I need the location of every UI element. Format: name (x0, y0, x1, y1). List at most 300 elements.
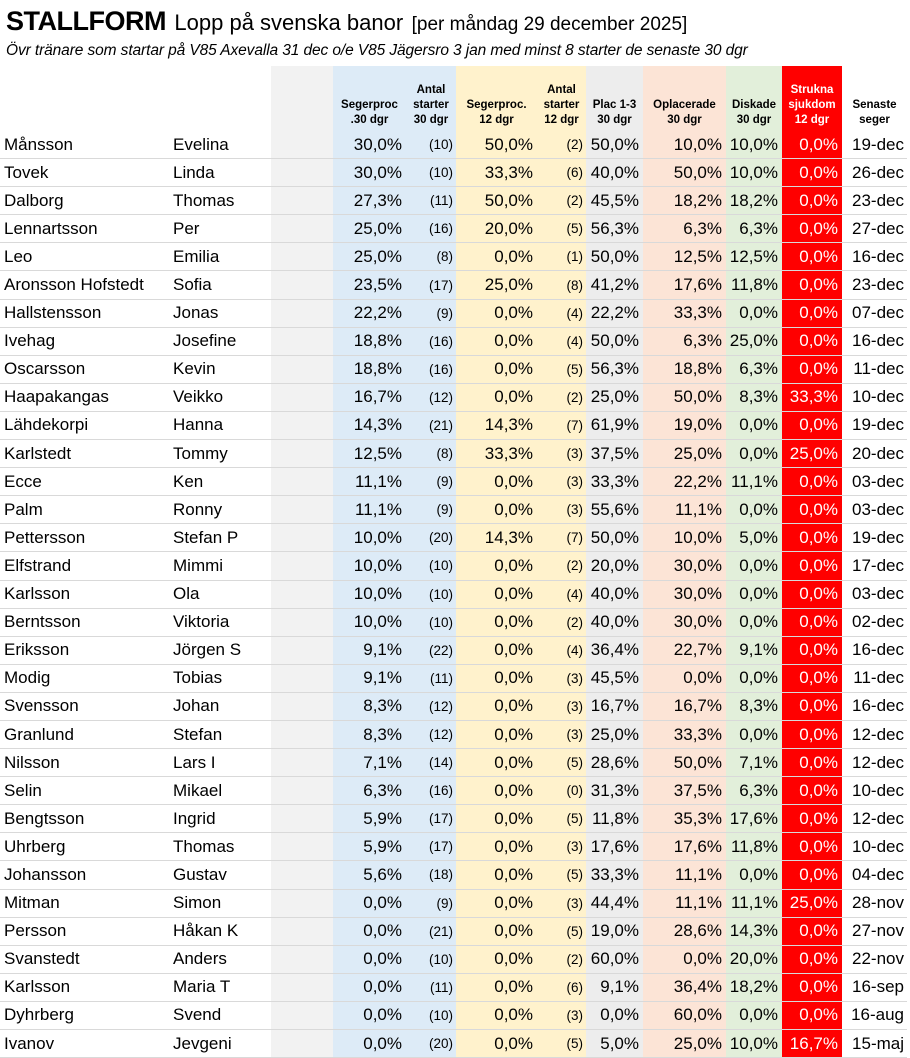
table-row (0, 271, 907, 299)
cell-win12: 0,0% (456, 468, 537, 496)
cell-disk: 8,3% (726, 692, 782, 720)
cell-disk: 18,2% (726, 187, 782, 215)
cell-starts12: (3) (537, 1001, 586, 1029)
cell-gap (271, 1001, 333, 1029)
cell-senaste: 23-dec (842, 187, 907, 215)
cell-senaste: 19-dec (842, 131, 907, 159)
cell-last: Hallstensson (0, 299, 169, 327)
cell-first: Josefine (169, 327, 271, 355)
cell-gap (271, 664, 333, 692)
cell-strukna: 25,0% (782, 889, 842, 917)
header-win30: Segerproc .30 dgr (333, 66, 406, 131)
cell-win30: 11,1% (333, 468, 406, 496)
table-row (0, 833, 907, 861)
cell-last: Bengtsson (0, 805, 169, 833)
cell-starts12: (5) (537, 355, 586, 383)
cell-disk: 11,8% (726, 271, 782, 299)
cell-starts12: (3) (537, 664, 586, 692)
table-row (0, 861, 907, 889)
cell-senaste: 12-dec (842, 805, 907, 833)
cell-starts12: (2) (537, 945, 586, 973)
subtitle: Övr tränare som startar på V85 Axevalla 31 dec o/e V85 Jägersro 3 jan med minst 8 starter de senaste 30 dgr (6, 42, 748, 59)
cell-senaste: 17-dec (842, 552, 907, 580)
cell-senaste: 03-dec (842, 468, 907, 496)
cell-gap (271, 327, 333, 355)
cell-win30: 10,0% (333, 580, 406, 608)
cell-strukna: 0,0% (782, 131, 842, 159)
cell-starts30: (10) (406, 580, 456, 608)
cell-win12: 0,0% (456, 355, 537, 383)
cell-oplac: 0,0% (643, 945, 726, 973)
cell-plac: 9,1% (586, 973, 643, 1001)
cell-plac: 40,0% (586, 608, 643, 636)
header-disk: Diskade 30 dgr (726, 66, 782, 131)
cell-win12: 0,0% (456, 608, 537, 636)
cell-plac: 40,0% (586, 580, 643, 608)
cell-last: Karlsson (0, 580, 169, 608)
cell-gap (271, 945, 333, 973)
table-row (0, 299, 907, 327)
cell-starts12: (5) (537, 917, 586, 945)
table-row (0, 1030, 907, 1058)
cell-starts12: (4) (537, 636, 586, 664)
cell-disk: 6,3% (726, 355, 782, 383)
cell-win30: 5,9% (333, 833, 406, 861)
cell-strukna: 0,0% (782, 496, 842, 524)
cell-win30: 0,0% (333, 1001, 406, 1029)
cell-oplac: 22,7% (643, 636, 726, 664)
cell-starts30: (10) (406, 552, 456, 580)
cell-gap (271, 383, 333, 411)
cell-gap (271, 355, 333, 383)
cell-starts30: (16) (406, 777, 456, 805)
cell-senaste: 16-dec (842, 327, 907, 355)
cell-starts12: (5) (537, 861, 586, 889)
cell-first: Evelina (169, 131, 271, 159)
cell-win12: 33,3% (456, 159, 537, 187)
cell-disk: 25,0% (726, 327, 782, 355)
cell-win12: 0,0% (456, 805, 537, 833)
cell-starts30: (17) (406, 271, 456, 299)
cell-starts30: (10) (406, 1001, 456, 1029)
cell-last: Karlsson (0, 973, 169, 1001)
cell-disk: 8,3% (726, 383, 782, 411)
cell-win12: 20,0% (456, 215, 537, 243)
cell-oplac: 50,0% (643, 749, 726, 777)
cell-senaste: 23-dec (842, 271, 907, 299)
table-row (0, 720, 907, 748)
cell-win12: 0,0% (456, 299, 537, 327)
cell-starts30: (21) (406, 917, 456, 945)
cell-first: Stefan P (169, 524, 271, 552)
cell-win30: 0,0% (333, 945, 406, 973)
cell-last: Granlund (0, 720, 169, 748)
cell-plac: 22,2% (586, 299, 643, 327)
cell-starts30: (8) (406, 440, 456, 468)
cell-senaste: 27-dec (842, 215, 907, 243)
cell-first: Jevgeni (169, 1030, 271, 1058)
cell-win12: 0,0% (456, 720, 537, 748)
cell-strukna: 0,0% (782, 271, 842, 299)
cell-oplac: 60,0% (643, 1001, 726, 1029)
table-row (0, 187, 907, 215)
cell-plac: 50,0% (586, 327, 643, 355)
cell-win30: 10,0% (333, 552, 406, 580)
cell-plac: 25,0% (586, 383, 643, 411)
cell-win30: 25,0% (333, 243, 406, 271)
cell-win12: 0,0% (456, 580, 537, 608)
cell-starts12: (2) (537, 383, 586, 411)
cell-disk: 11,1% (726, 468, 782, 496)
cell-win30: 9,1% (333, 664, 406, 692)
header-plac: Plac 1-3 30 dgr (586, 66, 643, 131)
cell-oplac: 22,2% (643, 468, 726, 496)
cell-oplac: 6,3% (643, 215, 726, 243)
cell-last: Uhrberg (0, 833, 169, 861)
cell-starts12: (5) (537, 805, 586, 833)
cell-starts12: (8) (537, 271, 586, 299)
table-row (0, 917, 907, 945)
cell-senaste: 03-dec (842, 496, 907, 524)
cell-strukna: 0,0% (782, 805, 842, 833)
cell-first: Johan (169, 692, 271, 720)
cell-last: Eriksson (0, 636, 169, 664)
table-row (0, 131, 907, 159)
cell-oplac: 18,8% (643, 355, 726, 383)
trainer-stats-table (0, 66, 907, 1058)
cell-oplac: 30,0% (643, 580, 726, 608)
cell-starts30: (11) (406, 187, 456, 215)
cell-last: Lennartsson (0, 215, 169, 243)
cell-gap (271, 299, 333, 327)
cell-win30: 0,0% (333, 917, 406, 945)
cell-oplac: 36,4% (643, 973, 726, 1001)
table-row (0, 692, 907, 720)
cell-oplac: 17,6% (643, 271, 726, 299)
cell-senaste: 03-dec (842, 580, 907, 608)
cell-first: Mikael (169, 777, 271, 805)
cell-senaste: 10-dec (842, 777, 907, 805)
cell-plac: 61,9% (586, 411, 643, 439)
cell-strukna: 0,0% (782, 552, 842, 580)
cell-strukna: 0,0% (782, 917, 842, 945)
cell-strukna: 0,0% (782, 411, 842, 439)
cell-senaste: 22-nov (842, 945, 907, 973)
cell-first: Linda (169, 159, 271, 187)
cell-starts30: (17) (406, 805, 456, 833)
cell-plac: 50,0% (586, 243, 643, 271)
cell-win30: 25,0% (333, 215, 406, 243)
cell-senaste: 11-dec (842, 664, 907, 692)
cell-plac: 56,3% (586, 215, 643, 243)
cell-starts30: (10) (406, 608, 456, 636)
cell-gap (271, 187, 333, 215)
cell-last: Persson (0, 917, 169, 945)
cell-starts30: (9) (406, 468, 456, 496)
cell-win12: 0,0% (456, 861, 537, 889)
cell-starts30: (11) (406, 973, 456, 1001)
cell-gap (271, 889, 333, 917)
cell-win30: 10,0% (333, 608, 406, 636)
table-row (0, 805, 907, 833)
cell-senaste: 11-dec (842, 355, 907, 383)
table-row (0, 777, 907, 805)
cell-win12: 0,0% (456, 243, 537, 271)
cell-plac: 33,3% (586, 468, 643, 496)
cell-win12: 0,0% (456, 917, 537, 945)
cell-oplac: 37,5% (643, 777, 726, 805)
cell-strukna: 0,0% (782, 355, 842, 383)
cell-win30: 22,2% (333, 299, 406, 327)
header-last (0, 66, 169, 131)
table-row (0, 383, 907, 411)
table-row (0, 580, 907, 608)
cell-win30: 16,7% (333, 383, 406, 411)
cell-win12: 50,0% (456, 187, 537, 215)
cell-first: Stefan (169, 720, 271, 748)
cell-strukna: 0,0% (782, 636, 842, 664)
cell-starts12: (5) (537, 215, 586, 243)
cell-starts12: (0) (537, 777, 586, 805)
cell-senaste: 16-aug (842, 1001, 907, 1029)
cell-starts30: (10) (406, 131, 456, 159)
cell-gap (271, 215, 333, 243)
cell-gap (271, 608, 333, 636)
cell-win12: 25,0% (456, 271, 537, 299)
cell-senaste: 12-dec (842, 720, 907, 748)
cell-senaste: 16-dec (842, 692, 907, 720)
cell-disk: 11,1% (726, 889, 782, 917)
cell-last: Svanstedt (0, 945, 169, 973)
cell-disk: 10,0% (726, 159, 782, 187)
cell-last: Haapakangas (0, 383, 169, 411)
cell-first: Viktoria (169, 608, 271, 636)
cell-first: Tobias (169, 664, 271, 692)
cell-starts12: (4) (537, 299, 586, 327)
cell-last: Lähdekorpi (0, 411, 169, 439)
cell-last: Berntsson (0, 608, 169, 636)
cell-strukna: 0,0% (782, 664, 842, 692)
cell-disk: 9,1% (726, 636, 782, 664)
table-row (0, 159, 907, 187)
cell-strukna: 33,3% (782, 383, 842, 411)
cell-oplac: 33,3% (643, 299, 726, 327)
cell-senaste: 02-dec (842, 608, 907, 636)
cell-oplac: 10,0% (643, 131, 726, 159)
cell-starts30: (12) (406, 383, 456, 411)
cell-disk: 14,3% (726, 917, 782, 945)
cell-starts30: (8) (406, 243, 456, 271)
cell-oplac: 35,3% (643, 805, 726, 833)
cell-first: Maria T (169, 973, 271, 1001)
cell-win30: 5,6% (333, 861, 406, 889)
cell-win30: 12,5% (333, 440, 406, 468)
cell-win30: 6,3% (333, 777, 406, 805)
cell-first: Thomas (169, 187, 271, 215)
cell-strukna: 0,0% (782, 749, 842, 777)
cell-win12: 50,0% (456, 131, 537, 159)
cell-starts12: (2) (537, 187, 586, 215)
cell-first: Mimmi (169, 552, 271, 580)
cell-plac: 50,0% (586, 131, 643, 159)
cell-starts12: (6) (537, 159, 586, 187)
cell-senaste: 19-dec (842, 411, 907, 439)
cell-strukna: 0,0% (782, 299, 842, 327)
cell-first: Kevin (169, 355, 271, 383)
cell-starts30: (16) (406, 355, 456, 383)
cell-gap (271, 917, 333, 945)
header-row (0, 66, 907, 131)
cell-win12: 0,0% (456, 552, 537, 580)
report-title (6, 6, 687, 38)
cell-plac: 0,0% (586, 1001, 643, 1029)
table-row (0, 889, 907, 917)
cell-starts30: (10) (406, 159, 456, 187)
table-row (0, 608, 907, 636)
cell-oplac: 50,0% (643, 159, 726, 187)
cell-oplac: 28,6% (643, 917, 726, 945)
cell-first: Simon (169, 889, 271, 917)
cell-starts12: (7) (537, 411, 586, 439)
cell-win12: 0,0% (456, 1001, 537, 1029)
cell-gap (271, 243, 333, 271)
table-row (0, 468, 907, 496)
cell-gap (271, 861, 333, 889)
cell-plac: 40,0% (586, 159, 643, 187)
cell-first: Per (169, 215, 271, 243)
cell-oplac: 12,5% (643, 243, 726, 271)
cell-strukna: 0,0% (782, 243, 842, 271)
cell-starts30: (12) (406, 720, 456, 748)
cell-starts30: (16) (406, 215, 456, 243)
cell-disk: 18,2% (726, 973, 782, 1001)
cell-first: Ingrid (169, 805, 271, 833)
cell-win12: 33,3% (456, 440, 537, 468)
table-row (0, 215, 907, 243)
cell-plac: 36,4% (586, 636, 643, 664)
cell-disk: 7,1% (726, 749, 782, 777)
cell-win30: 7,1% (333, 749, 406, 777)
cell-win12: 14,3% (456, 524, 537, 552)
cell-oplac: 50,0% (643, 383, 726, 411)
cell-starts30: (20) (406, 1030, 456, 1058)
cell-plac: 5,0% (586, 1030, 643, 1058)
cell-last: Ivehag (0, 327, 169, 355)
cell-win12: 0,0% (456, 496, 537, 524)
cell-oplac: 11,1% (643, 861, 726, 889)
cell-starts12: (3) (537, 720, 586, 748)
cell-first: Hanna (169, 411, 271, 439)
cell-gap (271, 580, 333, 608)
cell-oplac: 0,0% (643, 664, 726, 692)
header-strukna: Strukna sjukdom 12 dgr (782, 66, 842, 131)
cell-last: Dalborg (0, 187, 169, 215)
cell-senaste: 10-dec (842, 833, 907, 861)
cell-senaste: 20-dec (842, 440, 907, 468)
cell-starts12: (7) (537, 524, 586, 552)
cell-last: Johansson (0, 861, 169, 889)
cell-starts30: (11) (406, 664, 456, 692)
cell-first: Tommy (169, 440, 271, 468)
cell-win30: 10,0% (333, 524, 406, 552)
table-row (0, 945, 907, 973)
cell-strukna: 16,7% (782, 1030, 842, 1058)
cell-disk: 0,0% (726, 411, 782, 439)
cell-strukna: 0,0% (782, 524, 842, 552)
header-gap (271, 66, 333, 131)
cell-gap (271, 805, 333, 833)
cell-first: Svend (169, 1001, 271, 1029)
cell-starts30: (22) (406, 636, 456, 664)
table-row (0, 243, 907, 271)
table-row (0, 552, 907, 580)
cell-starts30: (10) (406, 945, 456, 973)
cell-starts12: (6) (537, 973, 586, 1001)
cell-last: Ivanov (0, 1030, 169, 1058)
cell-disk: 0,0% (726, 664, 782, 692)
cell-starts12: (3) (537, 468, 586, 496)
cell-gap (271, 692, 333, 720)
table-row (0, 440, 907, 468)
cell-win12: 0,0% (456, 833, 537, 861)
cell-disk: 0,0% (726, 1001, 782, 1029)
cell-strukna: 0,0% (782, 327, 842, 355)
cell-senaste: 12-dec (842, 749, 907, 777)
cell-plac: 28,6% (586, 749, 643, 777)
cell-senaste: 16-dec (842, 636, 907, 664)
cell-disk: 0,0% (726, 440, 782, 468)
cell-gap (271, 749, 333, 777)
cell-disk: 10,0% (726, 1030, 782, 1058)
table-row (0, 327, 907, 355)
cell-disk: 0,0% (726, 552, 782, 580)
cell-gap (271, 131, 333, 159)
cell-win12: 0,0% (456, 889, 537, 917)
cell-first: Thomas (169, 833, 271, 861)
cell-last: Tovek (0, 159, 169, 187)
cell-last: Elfstrand (0, 552, 169, 580)
cell-strukna: 0,0% (782, 187, 842, 215)
table-row (0, 636, 907, 664)
cell-last: Aronsson Hofstedt (0, 271, 169, 299)
cell-strukna: 0,0% (782, 1001, 842, 1029)
cell-senaste: 04-dec (842, 861, 907, 889)
cell-starts12: (3) (537, 496, 586, 524)
cell-plac: 20,0% (586, 552, 643, 580)
cell-win12: 0,0% (456, 664, 537, 692)
cell-oplac: 10,0% (643, 524, 726, 552)
cell-starts30: (14) (406, 749, 456, 777)
cell-oplac: 11,1% (643, 496, 726, 524)
header-oplac: Oplacerade 30 dgr (643, 66, 726, 131)
cell-win30: 8,3% (333, 720, 406, 748)
cell-last: Modig (0, 664, 169, 692)
cell-disk: 0,0% (726, 580, 782, 608)
header-win12: Segerproc. 12 dgr (456, 66, 537, 131)
cell-disk: 0,0% (726, 496, 782, 524)
cell-win12: 14,3% (456, 411, 537, 439)
cell-senaste: 16-dec (842, 243, 907, 271)
cell-gap (271, 552, 333, 580)
cell-plac: 41,2% (586, 271, 643, 299)
cell-gap (271, 440, 333, 468)
cell-starts30: (16) (406, 327, 456, 355)
cell-win12: 0,0% (456, 777, 537, 805)
cell-starts30: (12) (406, 692, 456, 720)
cell-starts30: (17) (406, 833, 456, 861)
cell-win12: 0,0% (456, 327, 537, 355)
cell-oplac: 11,1% (643, 889, 726, 917)
